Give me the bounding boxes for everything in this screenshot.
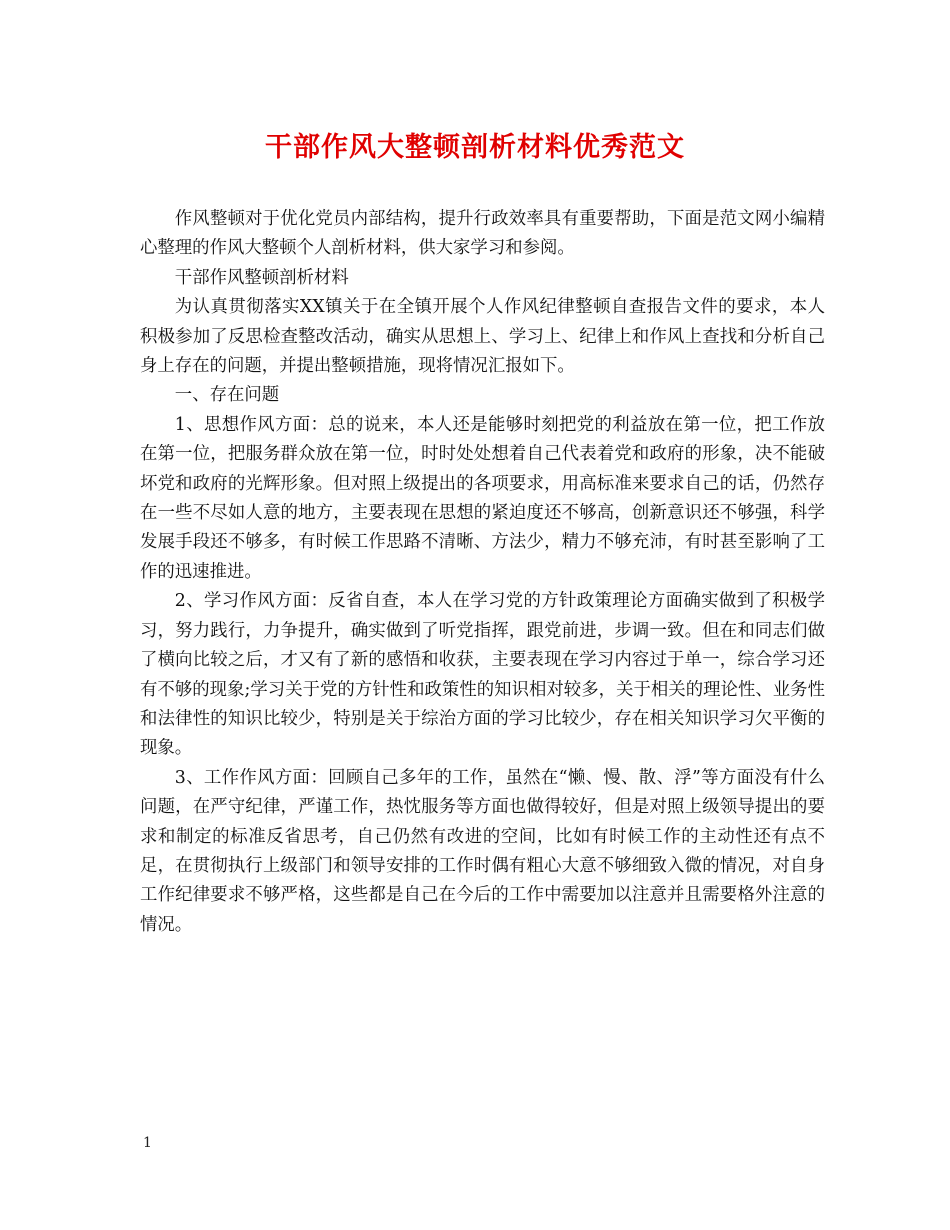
intro-paragraph: 作风整顿对于优化党员内部结构，提升行政效率具有重要帮助，下面是范文网小编精心整理的作风大整顿个人剖析材料，供大家学习和参阅。 [140,209,825,259]
work-style-paragraph: 3、工作作风方面：回顾自己多年的工作，虽然在“懒、慢、散、浮”等方面没有什么问题，在严守纪律，严谨工作，热忱服务等方面也做得较好，但是对照上级领导提出的要求和制定的标准反省思考，自己仍然有改进的空间，比如有时候工作的主动性还有点不足，在贯彻执行上级部门和领导安排的工作时偶有粗心大意不够细致入微的情况，对自身工作纪律要求不够严格，这些都是自己在今后的工作中需要加以注意并且需要格外注意的情况。 [140,767,825,935]
opening-paragraph: 为认真贯彻落实XX镇关于在全镇开展个人作风纪律整顿自查报告文件的要求，本人积极参加了反思检查整改活动，确实从思想上、学习上、纪律上和作风上查找和分析自己身上存在的问题，并提出整顿措施，现将情况汇报如下。 [140,297,825,377]
thought-style-paragraph: 1、思想作风方面：总的说来，本人还是能够时刻把党的利益放在第一位，把工作放在第一位，把服务群众放在第一位，时时处处想着自己代表着党和政府的形象，决不能破坏党和政府的光辉形象。但对照上级提出的各项要求，用高标准来要求自己的话，仍然存在一些不尽如人意的地方，主要表现在思想的紧迫度还不够高，创新意识还不够强，科学发展手段还不够多，有时候工作思路不清晰、方法少，精力不够充沛，有时甚至影响了工作的迅速推进。 [140,414,825,582]
study-style-paragraph: 2、学习作风方面：反省自查，本人在学习党的方针政策理论方面确实做到了积极学习，努力践行，力争提升，确实做到了听党指挥，跟党前进，步调一致。但在和同志们做了横向比较之后，才又有了新的感悟和收获，主要表现在学习内容过于单一，综合学习还有不够的现象;学习关于党的方针性和政策性的知识相对较多，关于相关的理论性、业务性和法律性的知识比较少，特别是关于综治方面的学习比较少，存在相关知识学习欠平衡的现象。 [140,591,825,759]
document-body [140,205,825,940]
page-number: 1 [143,1135,152,1151]
section-heading-problems: 一、存在问题 [174,385,280,406]
document-title: 干部作风大整顿剖析材料优秀范文 [265,132,685,163]
section-subtitle: 干部作风整顿剖析材料 [174,267,349,288]
